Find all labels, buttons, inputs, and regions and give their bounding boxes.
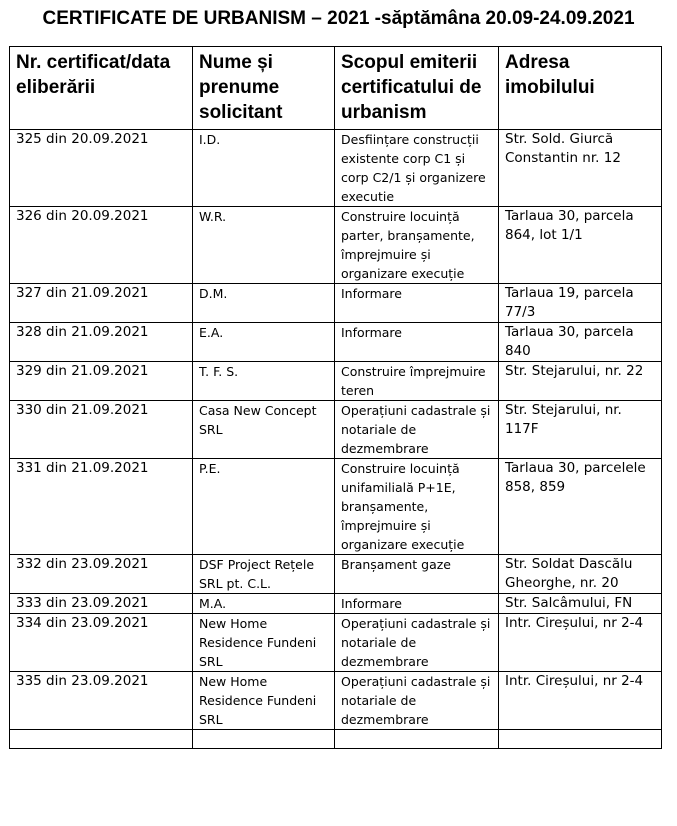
table-row (10, 614, 662, 672)
cell-nr: 335 din 23.09.2021 (10, 672, 193, 730)
cell-solicitant: New Home Residence Fundeni SRL (193, 672, 335, 730)
cell-solicitant: T. F. S. (193, 362, 335, 401)
table-row (10, 323, 662, 362)
empty-cell (193, 730, 335, 749)
cell-scop: Desființare construcții existente corp C1 și corp C2/1 și organizere executie (335, 130, 499, 207)
cell-adresa: Intr. Cireșului, nr 2-4 (499, 614, 662, 672)
header-nume-solicitant: Nume și prenume solicitant (193, 47, 335, 130)
cell-nr: 328 din 21.09.2021 (10, 323, 193, 362)
cell-scop: Branșament gaze (335, 555, 499, 594)
table-row (10, 362, 662, 401)
cell-adresa: Tarlaua 19, parcela 77/3 (499, 284, 662, 323)
header-scopul: Scopul emiterii certificatului de urbanism (335, 47, 499, 130)
cell-nr: 326 din 20.09.2021 (10, 207, 193, 284)
cell-solicitant: M.A. (193, 594, 335, 614)
header-nr-certificat: Nr. certificat/data eliberării (10, 47, 193, 130)
cell-scop: Operațiuni cadastrale și notariale de dezmembrare (335, 401, 499, 459)
cell-adresa: Str. Salcâmului, FN (499, 594, 662, 614)
cell-scop: Operațiuni cadastrale și notariale de dezmembrare (335, 672, 499, 730)
cell-solicitant: P.E. (193, 459, 335, 555)
cell-adresa: Str. Soldat Dascălu Gheorghe, nr. 20 (499, 555, 662, 594)
empty-table-row (10, 730, 662, 749)
cell-scop: Construire locuință unifamilială P+1E, branșamente, împrejmuire și organizare execuție (335, 459, 499, 555)
empty-cell (499, 730, 662, 749)
table-row (10, 130, 662, 207)
cell-scop: Informare (335, 284, 499, 323)
cell-scop: Informare (335, 594, 499, 614)
cell-scop: Informare (335, 323, 499, 362)
cell-solicitant: W.R. (193, 207, 335, 284)
cell-nr: 331 din 21.09.2021 (10, 459, 193, 555)
cell-nr: 332 din 23.09.2021 (10, 555, 193, 594)
cell-nr: 327 din 21.09.2021 (10, 284, 193, 323)
cell-scop: Construire împrejmuire teren (335, 362, 499, 401)
table-row (10, 207, 662, 284)
table-row (10, 672, 662, 730)
cell-adresa: Tarlaua 30, parcela 840 (499, 323, 662, 362)
page-title: CERTIFICATE DE URBANISM – 2021 -săptămâna 20.09-24.09.2021 (42, 8, 635, 29)
cell-solicitant: I.D. (193, 130, 335, 207)
table-row (10, 401, 662, 459)
table-row (10, 459, 662, 555)
cell-solicitant: E.A. (193, 323, 335, 362)
header-adresa: Adresa imobilului (499, 47, 662, 130)
cell-adresa: Tarlaua 30, parcelele 858, 859 (499, 459, 662, 555)
empty-cell (335, 730, 499, 749)
table-row (10, 555, 662, 594)
certificates-table (9, 46, 662, 749)
cell-scop: Construire locuință parter, branșamente, împrejmuire și organizare execuție (335, 207, 499, 284)
cell-adresa: Intr. Cireșului, nr 2-4 (499, 672, 662, 730)
cell-scop: Operațiuni cadastrale și notariale de dezmembrare (335, 614, 499, 672)
cell-nr: 329 din 21.09.2021 (10, 362, 193, 401)
cell-nr: 325 din 20.09.2021 (10, 130, 193, 207)
cell-solicitant: Casa New Concept SRL (193, 401, 335, 459)
table-header-row (10, 47, 662, 130)
cell-adresa: Str. Stejarului, nr. 117F (499, 401, 662, 459)
cell-solicitant: DSF Project Rețele SRL pt. C.L. (193, 555, 335, 594)
cell-solicitant: D.M. (193, 284, 335, 323)
empty-cell (10, 730, 193, 749)
table-row (10, 284, 662, 323)
cell-nr: 330 din 21.09.2021 (10, 401, 193, 459)
cell-nr: 333 din 23.09.2021 (10, 594, 193, 614)
cell-solicitant: New Home Residence Fundeni SRL (193, 614, 335, 672)
cell-adresa: Str. Sold. Giurcă Constantin nr. 12 (499, 130, 662, 207)
cell-adresa: Tarlaua 30, parcela 864, lot 1/1 (499, 207, 662, 284)
cell-adresa: Str. Stejarului, nr. 22 (499, 362, 662, 401)
table-row (10, 594, 662, 614)
cell-nr: 334 din 23.09.2021 (10, 614, 193, 672)
